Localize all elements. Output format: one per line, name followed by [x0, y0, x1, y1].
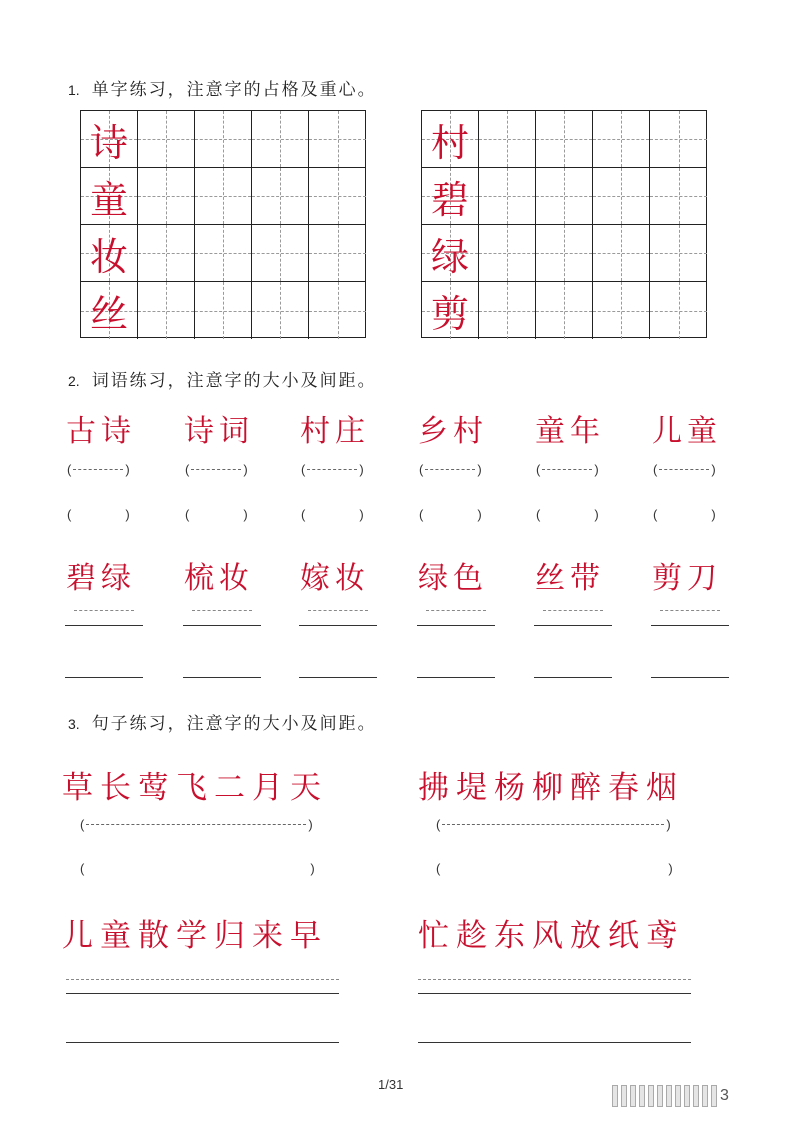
word-row2-item: 丝带 [535, 561, 605, 596]
practice-cell[interactable] [650, 225, 707, 282]
writing-guide-dashed [74, 610, 134, 611]
word-row1-item: 童年 [535, 414, 605, 449]
section-2-title: 词语练习，注意字的大小及间距。 [91, 371, 377, 391]
practice-cell[interactable] [309, 111, 366, 168]
writing-guide-dashed [192, 610, 252, 611]
practice-cell[interactable] [138, 225, 195, 282]
pinyin-blank[interactable]: ( ) [67, 507, 130, 522]
sentence-1-pinyin-blank-dashed[interactable]: ( ) [80, 817, 313, 832]
model-character: 绿 [430, 234, 469, 279]
watermark-bar-icon [666, 1085, 672, 1107]
model-char-cell [422, 111, 479, 168]
watermark-bar-icon [648, 1085, 654, 1107]
sentence-2-pinyin-blank[interactable]: ( ) [436, 861, 673, 876]
pinyin-blank-dashed[interactable]: ( ) [653, 462, 716, 477]
writing-line[interactable] [299, 625, 377, 626]
practice-cell[interactable] [309, 225, 366, 282]
writing-line-2[interactable] [299, 677, 377, 678]
model-char-cell [81, 168, 138, 225]
writing-line-2[interactable] [65, 677, 143, 678]
model-char-cell [81, 282, 138, 339]
practice-cell[interactable] [479, 168, 536, 225]
practice-cell[interactable] [650, 282, 707, 339]
section-3-heading [68, 709, 377, 734]
grid-row [422, 168, 706, 225]
word-row2-item: 剪刀 [652, 561, 722, 596]
writing-guide-dashed [308, 610, 368, 611]
word-row2-item: 梳妆 [184, 561, 254, 596]
practice-cell[interactable] [536, 225, 593, 282]
pinyin-blank[interactable]: ( ) [301, 507, 364, 522]
practice-cell[interactable] [309, 282, 366, 339]
sentence-1: 草长莺飞二月天 [62, 770, 328, 806]
pinyin-blank[interactable]: ( ) [653, 507, 716, 522]
sentence-2-pinyin-blank-dashed[interactable]: ( ) [436, 817, 671, 832]
practice-cell[interactable] [593, 111, 650, 168]
section-1-number: 1. [68, 82, 80, 98]
section-2-number: 2. [68, 373, 80, 389]
sentence-3-writing-line[interactable] [66, 993, 339, 994]
pinyin-blank-dashed[interactable]: ( ) [301, 462, 364, 477]
writing-guide-dashed [660, 610, 720, 611]
watermark-bar-icon [612, 1085, 618, 1107]
writing-guide-dashed [426, 610, 486, 611]
sentence-1-pinyin-blank[interactable]: ( ) [80, 861, 315, 876]
model-character: 丝 [89, 292, 128, 336]
model-character: 妆 [89, 234, 128, 279]
practice-cell[interactable] [252, 225, 309, 282]
page-number: 1/31 [378, 1077, 404, 1092]
writing-line[interactable] [183, 625, 261, 626]
sentence-3-writing-line-2[interactable] [66, 1042, 339, 1043]
pinyin-blank-dashed[interactable]: ( ) [185, 462, 248, 477]
writing-line[interactable] [65, 625, 143, 626]
tianzige-grid-left [80, 110, 366, 338]
pinyin-blank[interactable]: ( ) [536, 507, 599, 522]
practice-cell[interactable] [593, 225, 650, 282]
practice-cell[interactable] [479, 225, 536, 282]
word-row2-item: 嫁妆 [300, 561, 370, 596]
sentence-3: 儿童散学归来早 [62, 918, 328, 954]
practice-cell[interactable] [195, 225, 252, 282]
word-row2-item: 绿色 [418, 561, 488, 596]
writing-line-2[interactable] [183, 677, 261, 678]
practice-cell[interactable] [195, 168, 252, 225]
practice-cell[interactable] [252, 111, 309, 168]
grid-row [81, 225, 365, 282]
section-2-heading [68, 366, 377, 391]
model-char-cell [81, 225, 138, 282]
practice-cell[interactable] [479, 111, 536, 168]
pinyin-blank[interactable]: ( ) [419, 507, 482, 522]
word-row1-item: 古诗 [66, 414, 136, 449]
watermark-bar-icon [693, 1085, 699, 1107]
writing-line[interactable] [417, 625, 495, 626]
sentence-4-writing-line-2[interactable] [418, 1042, 691, 1043]
word-row1-item: 村庄 [300, 414, 370, 449]
model-character: 村 [430, 120, 469, 165]
writing-line[interactable] [651, 625, 729, 626]
pinyin-blank-dashed[interactable]: ( ) [536, 462, 599, 477]
grid-row [81, 282, 365, 339]
practice-cell[interactable] [536, 111, 593, 168]
practice-cell[interactable] [593, 282, 650, 339]
pinyin-blank-dashed[interactable]: ( ) [67, 462, 130, 477]
writing-line-2[interactable] [534, 677, 612, 678]
model-character: 剪 [430, 292, 469, 336]
model-char-cell [422, 225, 479, 282]
practice-cell[interactable] [252, 168, 309, 225]
practice-cell[interactable] [138, 168, 195, 225]
pinyin-blank-dashed[interactable]: ( ) [419, 462, 482, 477]
word-row1-item: 乡村 [418, 414, 488, 449]
model-character: 碧 [430, 177, 469, 222]
grid-row [422, 111, 706, 168]
model-char-cell [81, 111, 138, 168]
practice-cell[interactable] [309, 168, 366, 225]
practice-cell[interactable] [195, 111, 252, 168]
model-character: 童 [89, 177, 128, 222]
practice-cell[interactable] [536, 282, 593, 339]
section-1-heading [68, 75, 377, 100]
writing-line-2[interactable] [417, 677, 495, 678]
grid-row [81, 111, 365, 168]
sentence-4: 忙趁东风放纸鸢 [418, 918, 684, 954]
sentence-3-dashed-guide [66, 979, 339, 980]
practice-cell[interactable] [138, 111, 195, 168]
word-row1-item: 诗词 [184, 414, 254, 449]
grid-row [422, 225, 706, 282]
watermark-bar-icon [702, 1085, 708, 1107]
sentence-4-dashed-guide [418, 979, 691, 980]
watermark-logo [612, 1085, 729, 1107]
section-1-title: 单字练习，注意字的占格及重心。 [91, 80, 377, 100]
model-char-cell [422, 168, 479, 225]
practice-cell[interactable] [593, 168, 650, 225]
writing-guide-dashed [543, 610, 603, 611]
model-char-cell [422, 282, 479, 339]
watermark-bar-icon [639, 1085, 645, 1107]
practice-cell[interactable] [479, 282, 536, 339]
watermark-bar-icon [621, 1085, 627, 1107]
practice-cell[interactable] [536, 168, 593, 225]
model-character: 诗 [89, 120, 128, 165]
watermark-text: 3 [720, 1087, 729, 1104]
practice-cell[interactable] [138, 282, 195, 339]
practice-cell[interactable] [650, 111, 707, 168]
word-row1-item: 儿童 [652, 414, 722, 449]
watermark-bar-icon [675, 1085, 681, 1107]
practice-cell[interactable] [252, 282, 309, 339]
practice-cell[interactable] [650, 168, 707, 225]
sentence-4-writing-line[interactable] [418, 993, 691, 994]
pinyin-blank[interactable]: ( ) [185, 507, 248, 522]
tianzige-grid-right [421, 110, 707, 338]
sentence-2: 拂堤杨柳醉春烟 [418, 770, 684, 806]
grid-row [422, 282, 706, 339]
word-row2-item: 碧绿 [66, 561, 136, 596]
writing-line-2[interactable] [651, 677, 729, 678]
writing-line[interactable] [534, 625, 612, 626]
grid-row [81, 168, 365, 225]
practice-cell[interactable] [195, 282, 252, 339]
watermark-bar-icon [630, 1085, 636, 1107]
section-3-title: 句子练习，注意字的大小及间距。 [91, 714, 377, 734]
section-3-number: 3. [68, 716, 80, 732]
watermark-bar-icon [711, 1085, 717, 1107]
watermark-bar-icon [657, 1085, 663, 1107]
watermark-bar-icon [684, 1085, 690, 1107]
